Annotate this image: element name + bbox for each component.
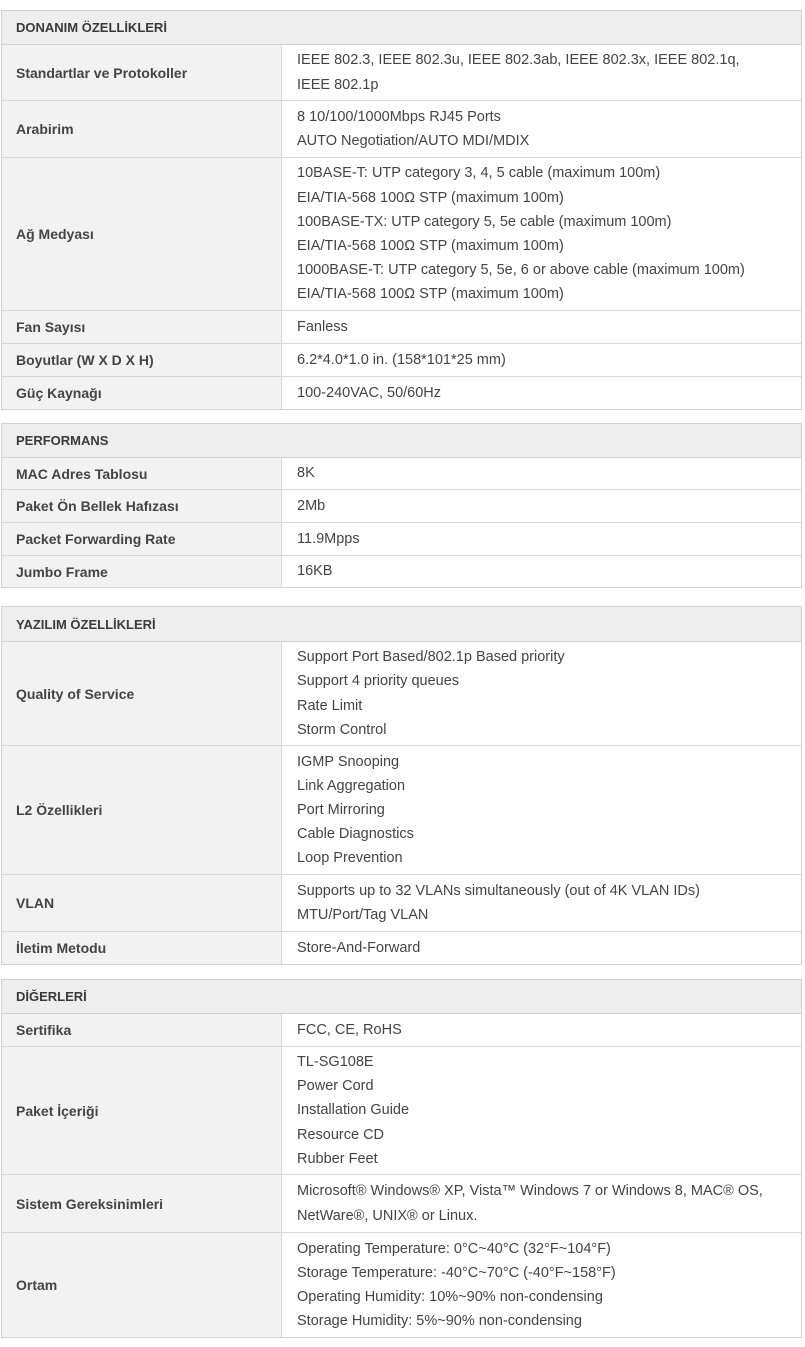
spec-row (2, 1233, 801, 1337)
section-title: DİĞERLERİ (2, 980, 801, 1014)
spec-line: Port Mirroring (297, 801, 385, 818)
section-title: DONANIM ÖZELLİKLERİ (2, 11, 801, 45)
spec-line: Operating Temperature: 0°C~40°C (32°F~104°F) (297, 1240, 611, 1257)
spec-table-other (1, 979, 802, 1338)
spec-label: Güç Kaynağı (2, 377, 282, 409)
spec-line: Storage Humidity: 5%~90% non-condensing (297, 1313, 582, 1330)
spec-label: Quality of Service (2, 642, 282, 745)
spec-line: Installation Guide (297, 1102, 410, 1119)
spec-label: Standartlar ve Protokoller (2, 45, 282, 100)
spec-table-software (1, 606, 802, 965)
spec-row (2, 490, 801, 523)
spec-row (2, 311, 801, 344)
spec-row (2, 101, 801, 158)
spec-value (282, 556, 801, 587)
spec-line: Support Port Based/802.1p Based priority (297, 649, 565, 666)
spec-label: Paket Ön Bellek Hafızası (2, 490, 282, 522)
spec-line: Store-And-Forward (297, 939, 421, 956)
spec-label: L2 Özellikleri (2, 746, 282, 874)
spec-row (2, 1175, 801, 1233)
spec-line: 10BASE-T: UTP category 3, 4, 5 cable (maximum 100m) (297, 165, 661, 182)
spec-row (2, 45, 801, 101)
spec-label: Ortam (2, 1233, 282, 1337)
spec-value (282, 1047, 801, 1174)
spec-value (282, 458, 801, 489)
spec-line: 16KB (297, 563, 333, 580)
spec-line: NetWare®, UNIX® or Linux. (297, 1207, 478, 1224)
spec-value (282, 1233, 801, 1337)
spec-row (2, 344, 801, 377)
spec-row (2, 556, 801, 587)
spec-row (2, 523, 801, 556)
spec-row (2, 932, 801, 964)
spec-line: Storm Control (297, 721, 387, 738)
spec-value (282, 642, 801, 745)
spec-line: EIA/TIA-568 100Ω STP (maximum 100m) (297, 286, 564, 303)
spec-line: 1000BASE-T: UTP category 5, 5e, 6 or above cable (maximum 100m) (297, 262, 745, 279)
spec-value (282, 377, 801, 409)
spec-line: Supports up to 32 VLANs simultaneously (out of 4K VLAN IDs) (297, 882, 700, 899)
spec-value (282, 158, 801, 310)
spec-line: Link Aggregation (297, 777, 406, 794)
spec-row (2, 642, 801, 746)
spec-label: Paket İçeriği (2, 1047, 282, 1174)
spec-line: Loop Prevention (297, 850, 403, 867)
spec-label: Packet Forwarding Rate (2, 523, 282, 555)
spec-row (2, 1014, 801, 1047)
spec-line: Support 4 priority queues (297, 673, 460, 690)
spec-line: 8 10/100/1000Mbps RJ45 Ports (297, 108, 501, 125)
spec-line: IGMP Snooping (297, 753, 400, 770)
spec-line: Resource CD (297, 1126, 385, 1143)
spec-row (2, 1047, 801, 1175)
spec-value (282, 490, 801, 522)
spec-line: Rubber Feet (297, 1150, 378, 1167)
spec-label: MAC Adres Tablosu (2, 458, 282, 489)
spec-line: 11.9Mpps (297, 530, 360, 547)
spec-line: IEEE 802.1p (297, 76, 379, 93)
spec-label: Ağ Medyası (2, 158, 282, 310)
spec-label: Arabirim (2, 101, 282, 157)
spec-row (2, 458, 801, 490)
spec-line: Operating Humidity: 10%~90% non-condensing (297, 1289, 603, 1305)
spec-row (2, 746, 801, 875)
spec-line: Cable Diagnostics (297, 826, 414, 843)
spec-label: Sistem Gereksinimleri (2, 1175, 282, 1232)
spec-table-hardware (1, 10, 802, 410)
spec-value (282, 101, 801, 157)
spec-label: Boyutlar (W X D X H) (2, 344, 282, 376)
spec-label: İletim Metodu (2, 932, 282, 964)
spec-line: Fanless (297, 318, 348, 335)
spec-value (282, 1014, 801, 1046)
spec-value (282, 1175, 801, 1232)
spec-line: MTU/Port/Tag VLAN (297, 907, 429, 923)
spec-table-performance (1, 423, 802, 588)
spec-label: Fan Sayısı (2, 311, 282, 343)
spec-line: 2Mb (297, 497, 326, 514)
spec-label: Jumbo Frame (2, 556, 282, 587)
spec-line: 100-240VAC, 50/60Hz (297, 384, 442, 401)
spec-value (282, 746, 801, 874)
spec-line: EIA/TIA-568 100Ω STP (maximum 100m) (297, 189, 564, 206)
spec-row (2, 377, 801, 409)
spec-line: 6.2*4.0*1.0 in. (158*101*25 mm) (297, 351, 506, 368)
spec-line: EIA/TIA-568 100Ω STP (maximum 100m) (297, 238, 564, 254)
spec-line: IEEE 802.3, IEEE 802.3u, IEEE 802.3ab, IEEE 802.3x, IEEE 802.1q, (297, 52, 740, 69)
spec-line: TL-SG108E (297, 1054, 374, 1070)
spec-line: Rate Limit (297, 697, 363, 714)
section-title: PERFORMANS (2, 424, 801, 458)
spec-line: Storage Temperature: -40°C~70°C (-40°F~158°F) (297, 1264, 616, 1281)
spec-line: AUTO Negotiation/AUTO MDI/MDIX (297, 133, 530, 149)
spec-value (282, 45, 801, 100)
spec-value (282, 932, 801, 964)
spec-label: Sertifika (2, 1014, 282, 1046)
spec-line: Microsoft® Windows® XP, Vista™ Windows 7 or Windows 8, MAC® OS, (297, 1183, 763, 1200)
section-title: YAZILIM ÖZELLİKLERİ (2, 607, 801, 642)
spec-label: VLAN (2, 875, 282, 931)
spec-row (2, 875, 801, 932)
spec-line: 100BASE-TX: UTP category 5, 5e cable (maximum 100m) (297, 213, 672, 230)
spec-value (282, 311, 801, 343)
spec-value (282, 523, 801, 555)
spec-value (282, 875, 801, 931)
spec-row (2, 158, 801, 311)
spec-line: Power Cord (297, 1078, 374, 1095)
spec-line: 8K (297, 465, 315, 482)
spec-value (282, 344, 801, 376)
spec-line: FCC, CE, RoHS (297, 1021, 402, 1038)
